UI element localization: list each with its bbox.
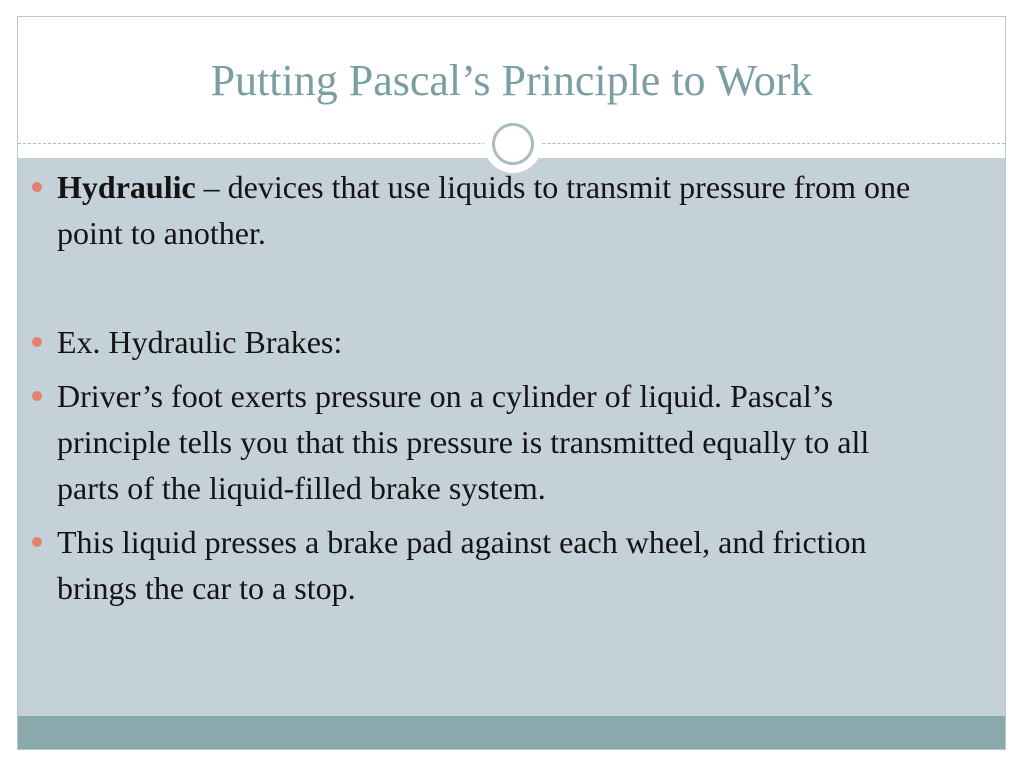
- bullet-item: [57, 319, 937, 365]
- bullet-text: This liquid presses a brake pad against each wheel, and friction brings the car to a stop.: [57, 524, 867, 606]
- bullet-dot-icon: [32, 391, 42, 401]
- bullet-item: [57, 164, 937, 256]
- bullet-item: [57, 373, 937, 511]
- ornament-ring: [492, 123, 534, 165]
- bullet-text: Ex. Hydraulic Brakes:: [57, 324, 343, 360]
- bullet-text: – devices that use liquids to transmit pressure from one point to another.: [57, 169, 911, 251]
- bullet-text: Driver’s foot exerts pressure on a cylinder of liquid. Pascal’s principle tells you that this pressure is transmitted equally to all parts of the liquid-filled brake system.: [57, 378, 870, 506]
- bullet-dot-icon: [32, 537, 42, 547]
- slide-title: Putting Pascal’s Principle to Work: [210, 56, 813, 105]
- bottom-bar: [18, 716, 1005, 750]
- bullet-dot-icon: [32, 337, 42, 347]
- bullet-list: [57, 164, 937, 611]
- bullet-item: [57, 519, 937, 611]
- bullet-dot-icon: [32, 182, 42, 192]
- bullet-term: Hydraulic: [57, 169, 196, 205]
